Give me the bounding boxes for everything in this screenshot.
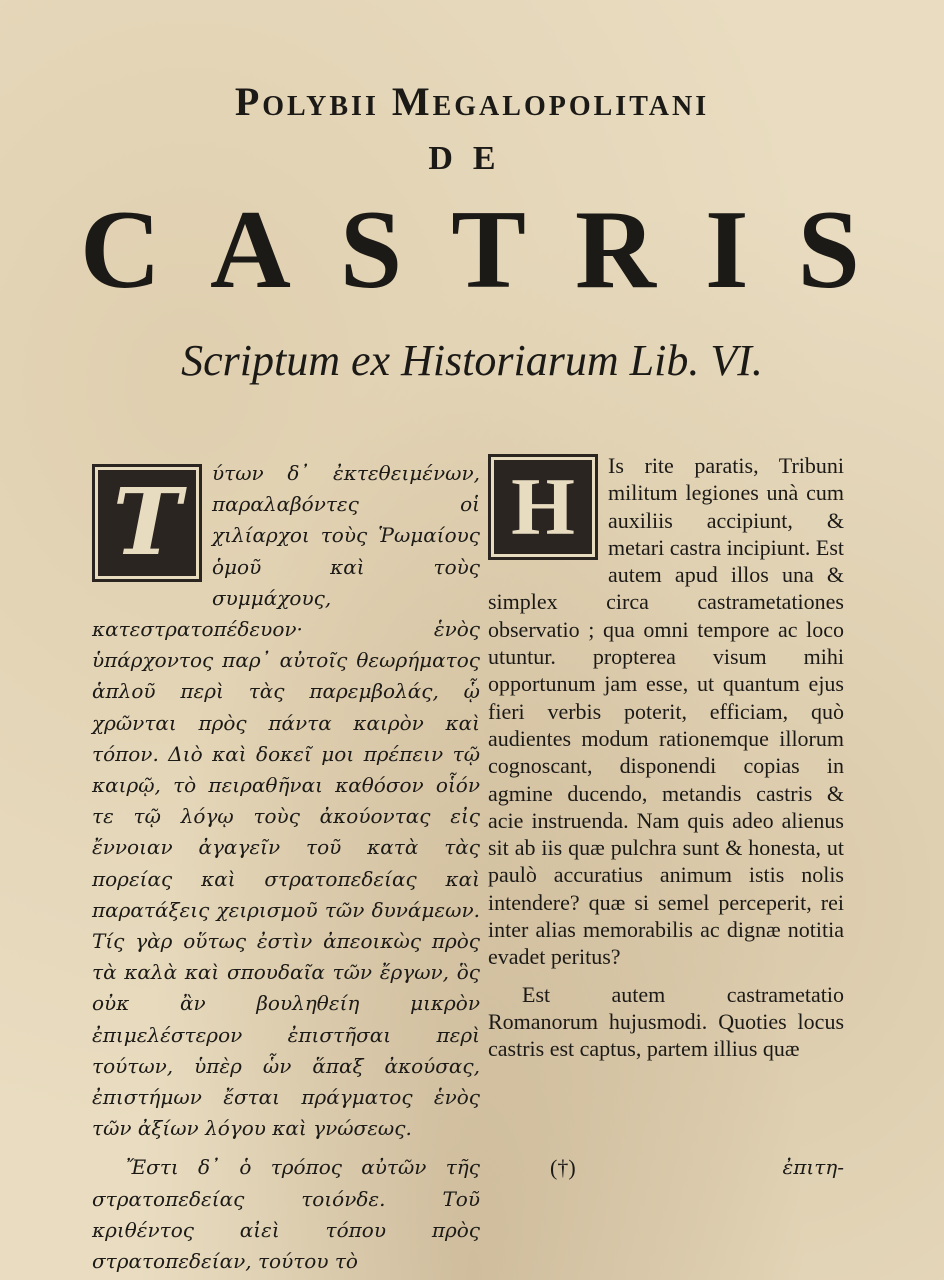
greek-paragraph-1: ύτων δ᾽ ἐκτεθειμένων, παραλαβόντες οἱ χιλίαρχοι τοὺς Ῥωμαίους ὁμοῦ καὶ τοὺς συμμάχους, κατεστρατοπέδευον· ἑνὸς ὑπάρχοντος παρ᾽ αὐτοῖς θεωρήματος ἁπλοῦ περὶ τὰς παρεμβολάς, ᾧ χρῶνται πρὸς πάντα καιρὸν καὶ τόπον. Διὸ καὶ δοκεῖ μοι πρέπειν τῷ καιρῷ, τὸ πειραθῆναι καθόσον οἷόν τε τῷ λόγῳ τοὺς ἀκούοντας εἰς ἔννοιαν ἀγαγεῖν τοῦ κατὰ τὰς πορείας καὶ στρατοπεδείας καὶ παρατάξεις χειρισμοῦ τῶν δυνάμεων. Τίς γὰρ οὕτως ἐστὶν ἀπεοικὼς πρὸς τὰ καλὰ καὶ σπουδαῖα τῶν ἔργων, ὃς οὐκ ἂν βουληθείη μικρὸν ἐπιμελέστερον ἐπιστῆσαι περὶ τούτων, ὑπὲρ ὧν ἅπαξ ἀκούσας, ἐπιστήμων ἔσται πράγματος ἑνὸς τῶν ἀξίων λόγου καὶ γνώσεως. [92,461,480,1141]
greek-column [92,458,480,1277]
main-title-letter: I [704,188,749,312]
title-preposition: DE [428,140,516,177]
page-footer [488,1155,844,1191]
decorated-initial-t: T [92,464,202,582]
greek-paragraph-2: Ἔστι δ᾽ ὁ τρόπος αὐτῶν τῆς στρατοπεδείας τοιόνδε. Τοῦ κριθέντος αἰεὶ τόπου πρὸς στρατοπεδείαν, τούτου τὸ [92,1155,480,1274]
main-title-letter: R [575,188,656,312]
author-title: Polybii Megalopolitani [234,79,710,124]
signature-mark: (†) [550,1155,576,1180]
latin-paragraph-1: Is rite paratis, Tribuni militum legiones unà cum auxiliis accipiunt, & metari castra incipiunt. Est autem apud illos una & simplex circa castrametationes observatio ; qua omni tempore ac loco utuntur. propterea visum mihi opportunum jam esse, ut quantum ejus fieri verbis poterit, efficiam, quò audientes modum rationemque illorum cognoscant, disponendi copias in agmine ducendo, metandis castris & acie instruenda. Nam quis adeo alienus sit ab iis quæ pulchra sunt & honesta, ut paulò accuratius animum istis nolis intendere? quæ si semel perceperit, rei inter alias memorabilis ac dignæ notitia evadet peritus? [488,453,844,970]
main-title-letter: S [339,188,403,312]
latin-column [488,452,844,1063]
main-title-letter: A [209,188,291,312]
catchword: ἐπιτη- [782,1155,844,1179]
main-title-letter: C [80,188,161,312]
main-title-letter: S [797,188,860,312]
latin-paragraph-2: Est autem castrametatio Romanorum hujusmodi. Quoties locus castris est captus, partem illius quæ [488,981,844,1062]
main-title [80,188,860,312]
main-title-letter: T [451,188,526,312]
decorated-initial-h: H [488,454,598,560]
subtitle: Scriptum ex Historiarum Lib. VI. [181,336,763,385]
